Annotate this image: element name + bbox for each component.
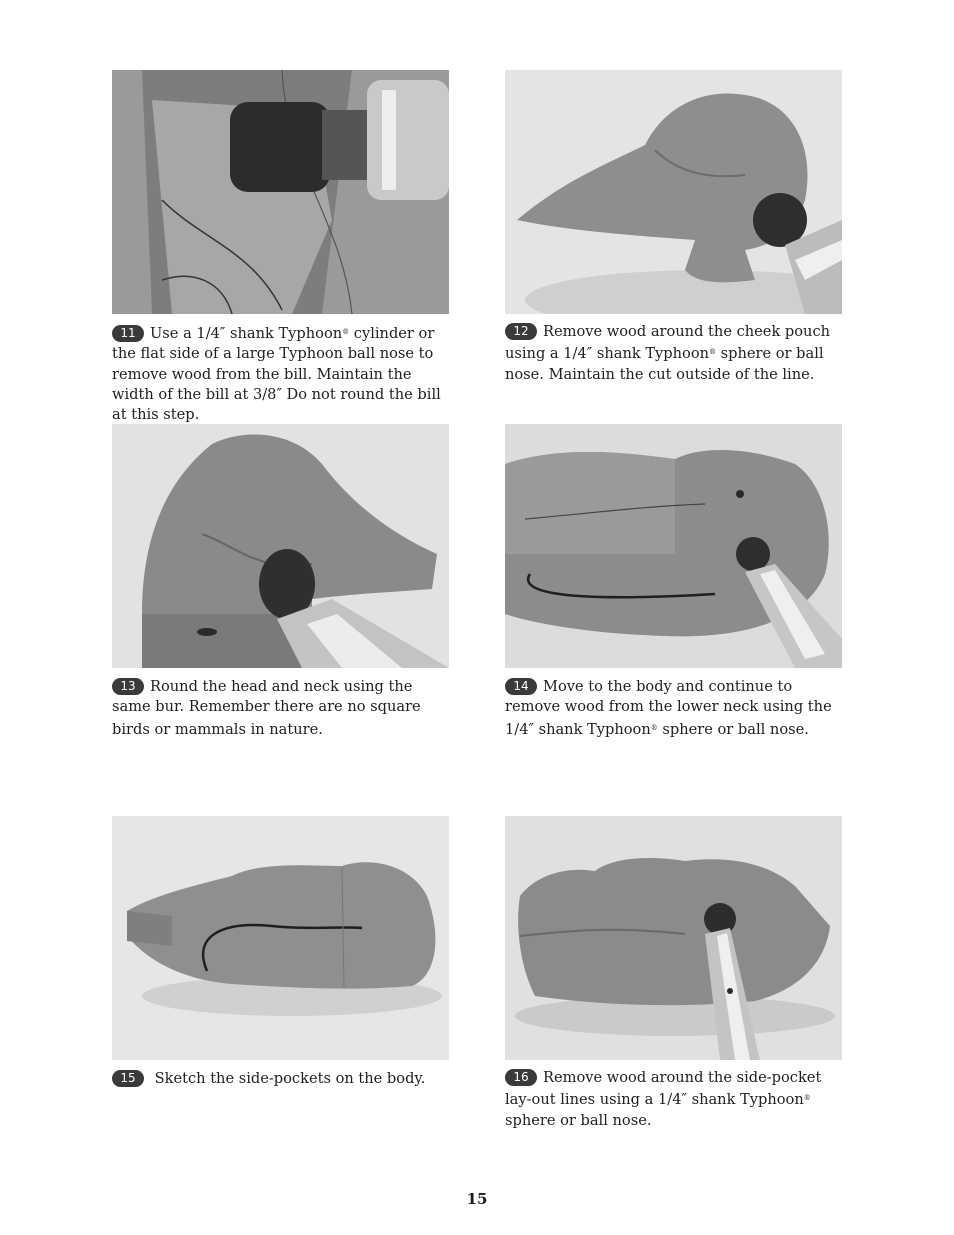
- step-number-badge: 14: [505, 678, 537, 695]
- step-number-badge: 16: [505, 1069, 537, 1086]
- caption-step-13: 13 Round the head and neck using the same bur. Remember there are no square birds or mammals in nature.: [112, 678, 421, 738]
- photo-step-16: [505, 816, 842, 1060]
- photo-step-14: [505, 424, 842, 668]
- caption-step-15: 15 Sketch the side-pockets on the body.: [112, 1067, 452, 1089]
- step-number-badge: 15: [112, 1070, 144, 1087]
- step-number-badge: 13: [112, 678, 144, 695]
- caption-step-16: 16 Remove wood around the side-pocket lay-out lines using a 1/4″ shank Typhoon® sphere or ball nose.: [505, 1069, 822, 1129]
- photo-step-12: [505, 70, 842, 314]
- step-number-badge: 11: [112, 325, 144, 342]
- photo-step-13: [112, 424, 449, 668]
- step-number-badge: 12: [505, 323, 537, 340]
- photo-step-11: [112, 70, 449, 314]
- caption-step-14: 14 Move to the body and continue to remove wood from the lower neck using the 1/4″ shank Typhoon® sphere or ball nose.: [505, 678, 832, 738]
- page-number: 15: [466, 1190, 488, 1208]
- caption-step-12: 12 Remove wood around the cheek pouch using a 1/4″ shank Typhoon® sphere or ball nose. Maintain the cut outside of the line.: [505, 323, 831, 383]
- caption-step-11: 11 Use a 1/4″ shank Typhoon® cylinder or the flat side of a large Typhoon ball nose to remove wood from the bill. Maintain the width of the bill at 3/8″ Do not round the bill at this step.: [112, 325, 441, 424]
- photo-step-15: [112, 816, 449, 1060]
